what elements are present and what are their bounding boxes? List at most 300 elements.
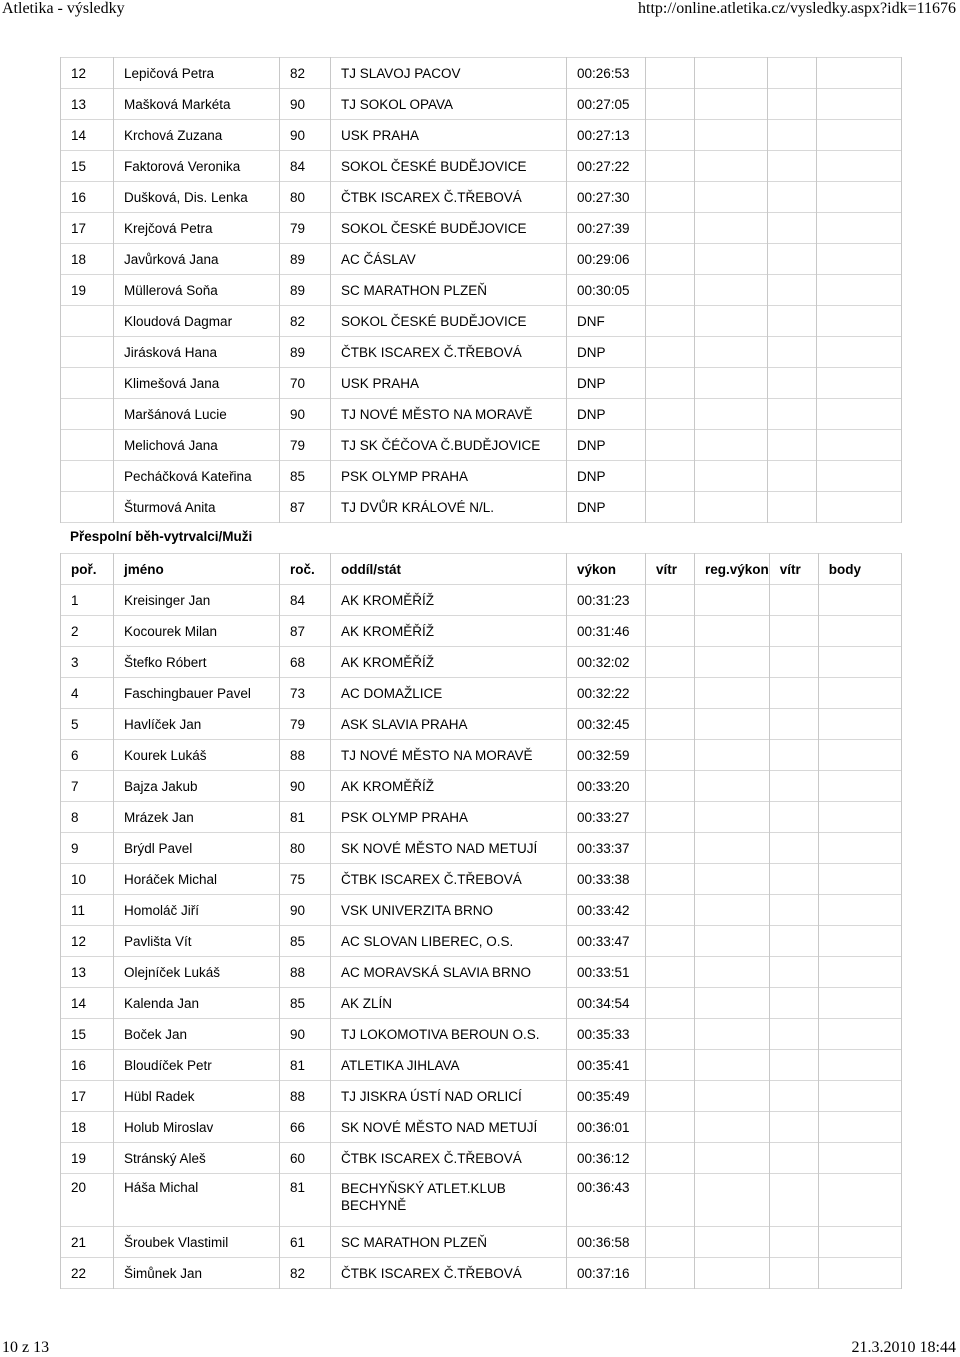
cell-club: ATLETIKA JIHLAVA (331, 1050, 567, 1081)
cell-wind (646, 1112, 695, 1143)
cell-reg-wind (769, 926, 818, 957)
cell-name: Klimešová Jana (114, 368, 280, 399)
cell-name: Bloudíček Petr (114, 1050, 280, 1081)
cell-points (818, 647, 901, 678)
cell-wind (646, 244, 695, 275)
cell-pos: 16 (61, 182, 114, 213)
cell-pos: 2 (61, 616, 114, 647)
table-row (61, 337, 902, 368)
cell-year: 89 (280, 337, 331, 368)
cell-wind (646, 740, 695, 771)
cell-points (818, 585, 901, 616)
cell-points (818, 1258, 901, 1289)
browser-page-title: Atletika - výsledky (2, 0, 125, 17)
cell-points (817, 337, 902, 368)
table-row (61, 1019, 902, 1050)
cell-points (818, 616, 901, 647)
cell-name: Horáček Michal (114, 864, 280, 895)
cell-reg-performance (695, 430, 768, 461)
cell-points (817, 461, 902, 492)
print-page-number: 10 z 13 (2, 1339, 50, 1356)
cell-pos: 7 (61, 771, 114, 802)
cell-performance: 00:27:13 (567, 120, 646, 151)
cell-reg-wind (769, 864, 818, 895)
cell-name: Pavlišta Vít (114, 926, 280, 957)
cell-performance: 00:31:46 (567, 616, 646, 647)
cell-wind (646, 616, 695, 647)
cell-name: Kalenda Jan (114, 988, 280, 1019)
cell-name: Štefko Róbert (114, 647, 280, 678)
cell-club: AK KROMĚŘÍŽ (331, 647, 567, 678)
cell-club: TJ SOKOL OPAVA (331, 89, 567, 120)
cell-points (818, 1143, 901, 1174)
cell-reg-performance (695, 1227, 770, 1258)
cell-reg-performance (695, 120, 768, 151)
header-reg-wind: vítr (769, 554, 818, 585)
cell-performance: 00:37:16 (567, 1258, 646, 1289)
cell-reg-wind (768, 430, 817, 461)
cell-reg-performance (695, 306, 768, 337)
cell-year: 82 (280, 1258, 331, 1289)
cell-year: 79 (280, 213, 331, 244)
cell-reg-wind (769, 740, 818, 771)
cell-year: 88 (280, 1081, 331, 1112)
cell-year: 88 (280, 740, 331, 771)
cell-club: ČTBK ISCAREX Č.TŘEBOVÁ (331, 1143, 567, 1174)
cell-performance: 00:33:51 (567, 957, 646, 988)
cell-performance: DNP (567, 368, 646, 399)
cell-wind (646, 182, 695, 213)
cell-pos: 19 (61, 275, 114, 306)
cell-wind (646, 461, 695, 492)
cell-pos: 18 (61, 1112, 114, 1143)
table-row (61, 1050, 902, 1081)
table-row (61, 833, 902, 864)
cell-year: 90 (280, 89, 331, 120)
cell-performance: 00:32:22 (567, 678, 646, 709)
cell-points (818, 802, 901, 833)
table-row (61, 926, 902, 957)
cell-points (817, 492, 902, 523)
cell-performance: 00:36:12 (567, 1143, 646, 1174)
cell-club: ČTBK ISCAREX Č.TŘEBOVÁ (331, 182, 567, 213)
cell-reg-wind (769, 988, 818, 1019)
cell-reg-performance (695, 1112, 770, 1143)
cell-name: Lepičová Petra (114, 58, 280, 89)
cell-pos: 12 (61, 926, 114, 957)
cell-name: Mrázek Jan (114, 802, 280, 833)
cell-performance: DNP (567, 337, 646, 368)
cell-reg-wind (768, 306, 817, 337)
cell-reg-performance (695, 833, 770, 864)
cell-club: ASK SLAVIA PRAHA (331, 709, 567, 740)
cell-reg-performance (695, 988, 770, 1019)
cell-year: 85 (280, 461, 331, 492)
cell-reg-performance (695, 802, 770, 833)
cell-pos: 18 (61, 244, 114, 275)
print-datetime: 21.3.2010 18:44 (851, 1339, 956, 1356)
table-row (61, 182, 902, 213)
cell-pos: 9 (61, 833, 114, 864)
cell-pos: 14 (61, 988, 114, 1019)
cell-pos: 19 (61, 1143, 114, 1174)
cell-pos: 14 (61, 120, 114, 151)
cell-reg-performance (695, 647, 770, 678)
cell-reg-performance (695, 709, 770, 740)
cell-club: PSK OLYMP PRAHA (331, 802, 567, 833)
cell-performance: 00:26:53 (567, 58, 646, 89)
cell-performance: 00:32:59 (567, 740, 646, 771)
cell-name: Maršánová Lucie (114, 399, 280, 430)
cell-reg-performance (695, 1050, 770, 1081)
cell-performance: 00:34:54 (567, 988, 646, 1019)
table-row (61, 802, 902, 833)
cell-performance: 00:32:45 (567, 709, 646, 740)
cell-reg-wind (769, 802, 818, 833)
cell-wind (646, 1081, 695, 1112)
cell-points (818, 1050, 901, 1081)
cell-points (817, 430, 902, 461)
table-row (61, 616, 902, 647)
cell-reg-wind (769, 616, 818, 647)
cell-points (818, 678, 901, 709)
table-row (61, 647, 902, 678)
cell-club: AK KROMĚŘÍŽ (331, 616, 567, 647)
cell-reg-performance (695, 244, 768, 275)
cell-reg-wind (769, 1227, 818, 1258)
cell-club: ČTBK ISCAREX Č.TŘEBOVÁ (331, 337, 567, 368)
cell-pos: 22 (61, 1258, 114, 1289)
cell-wind (646, 306, 695, 337)
cell-pos (61, 306, 114, 337)
cell-points (818, 771, 901, 802)
cell-name: Kloudová Dagmar (114, 306, 280, 337)
cell-wind (646, 430, 695, 461)
cell-performance: 00:33:42 (567, 895, 646, 926)
cell-club: ČTBK ISCAREX Č.TŘEBOVÁ (331, 864, 567, 895)
cell-name: Melichová Jana (114, 430, 280, 461)
table-row (61, 120, 902, 151)
cell-name: Hübl Radek (114, 1081, 280, 1112)
cell-reg-wind (769, 585, 818, 616)
cell-wind (646, 926, 695, 957)
cell-points (818, 1174, 901, 1227)
cell-club: SOKOL ČESKÉ BUDĚJOVICE (331, 306, 567, 337)
cell-performance: 00:30:05 (567, 275, 646, 306)
cell-reg-wind (769, 771, 818, 802)
cell-points (818, 1227, 901, 1258)
cell-wind (646, 864, 695, 895)
cell-reg-performance (695, 492, 768, 523)
cell-points (818, 1019, 901, 1050)
cell-reg-performance (695, 771, 770, 802)
cell-club: TJ DVŮR KRÁLOVÉ N/L. (331, 492, 567, 523)
cell-year: 82 (280, 58, 331, 89)
cell-reg-performance (695, 182, 768, 213)
browser-page-url[interactable]: http://online.atletika.cz/vysledky.aspx?idk=11676 (638, 0, 956, 17)
cell-performance: DNP (567, 399, 646, 430)
cell-performance: 00:35:49 (567, 1081, 646, 1112)
table-row (61, 1112, 902, 1143)
header-club: oddíl/stát (331, 554, 567, 585)
cell-points (818, 926, 901, 957)
cell-club: USK PRAHA (331, 368, 567, 399)
cell-reg-performance (695, 864, 770, 895)
cell-performance: 00:33:38 (567, 864, 646, 895)
cell-year: 84 (280, 151, 331, 182)
cell-reg-performance (695, 678, 770, 709)
header-year: roč. (280, 554, 331, 585)
cell-name: Olejníček Lukáš (114, 957, 280, 988)
table-row (61, 58, 902, 89)
cell-wind (646, 647, 695, 678)
cell-reg-performance (695, 1143, 770, 1174)
cell-points (818, 1081, 901, 1112)
cell-reg-wind (769, 1143, 818, 1174)
cell-club: AK KROMĚŘÍŽ (331, 771, 567, 802)
cell-name: Havlíček Jan (114, 709, 280, 740)
cell-reg-performance (695, 926, 770, 957)
cell-name: Bajza Jakub (114, 771, 280, 802)
cell-wind (646, 833, 695, 864)
cell-club: TJ SK ČÉČOVA Č.BUDĚJOVICE (331, 430, 567, 461)
cell-reg-performance (695, 1174, 770, 1227)
cell-reg-performance (695, 1019, 770, 1050)
cell-wind (646, 709, 695, 740)
cell-wind (646, 151, 695, 182)
cell-reg-wind (769, 1112, 818, 1143)
cell-wind (646, 585, 695, 616)
cell-year: 70 (280, 368, 331, 399)
cell-year: 87 (280, 492, 331, 523)
cell-pos: 17 (61, 1081, 114, 1112)
cell-name: Krejčová Petra (114, 213, 280, 244)
cell-pos: 4 (61, 678, 114, 709)
cell-performance: DNP (567, 461, 646, 492)
men-results-table (60, 553, 902, 1289)
cell-points (817, 182, 902, 213)
cell-performance: DNP (567, 430, 646, 461)
cell-name: Homoláč Jiří (114, 895, 280, 926)
cell-pos (61, 399, 114, 430)
cell-wind (646, 492, 695, 523)
women-results-table (60, 57, 902, 523)
cell-points (818, 864, 901, 895)
cell-wind (646, 1050, 695, 1081)
cell-name: Kourek Lukáš (114, 740, 280, 771)
cell-club: AK KROMĚŘÍŽ (331, 585, 567, 616)
table-row (61, 213, 902, 244)
cell-reg-wind (769, 1174, 818, 1227)
cell-reg-performance (695, 1258, 770, 1289)
cell-reg-performance (695, 399, 768, 430)
table-row (61, 275, 902, 306)
cell-club: AK ZLÍN (331, 988, 567, 1019)
cell-reg-wind (769, 709, 818, 740)
cell-points (817, 368, 902, 399)
cell-pos: 17 (61, 213, 114, 244)
cell-year: 81 (280, 1174, 331, 1227)
cell-wind (646, 89, 695, 120)
cell-reg-performance (695, 151, 768, 182)
cell-performance: 00:35:41 (567, 1050, 646, 1081)
cell-points (818, 1112, 901, 1143)
cell-points (817, 151, 902, 182)
cell-points (818, 957, 901, 988)
cell-reg-wind (768, 151, 817, 182)
cell-wind (646, 275, 695, 306)
cell-year: 73 (280, 678, 331, 709)
cell-reg-wind (769, 957, 818, 988)
cell-year: 61 (280, 1227, 331, 1258)
cell-year: 82 (280, 306, 331, 337)
cell-year: 81 (280, 802, 331, 833)
cell-year: 79 (280, 709, 331, 740)
cell-club: TJ NOVÉ MĚSTO NA MORAVĚ (331, 740, 567, 771)
table-row (61, 709, 902, 740)
table-header-row (61, 554, 902, 585)
cell-pos: 15 (61, 151, 114, 182)
cell-wind (646, 1258, 695, 1289)
section-title-men: Přespolní běh-vytrvalci/Muži (70, 529, 253, 544)
cell-pos: 13 (61, 89, 114, 120)
cell-reg-performance (695, 895, 770, 926)
cell-name: Šimůnek Jan (114, 1258, 280, 1289)
header-name: jméno (114, 554, 280, 585)
cell-pos: 12 (61, 58, 114, 89)
cell-reg-wind (769, 895, 818, 926)
cell-club: SC MARATHON PLZEŇ (331, 1227, 567, 1258)
cell-points (818, 895, 901, 926)
cell-reg-performance (695, 337, 768, 368)
cell-year: 90 (280, 120, 331, 151)
cell-pos: 6 (61, 740, 114, 771)
table-row (61, 430, 902, 461)
cell-performance: 00:35:33 (567, 1019, 646, 1050)
cell-reg-wind (768, 461, 817, 492)
cell-club: VSK UNIVERZITA BRNO (331, 895, 567, 926)
cell-club: AC DOMAŽLICE (331, 678, 567, 709)
cell-club: TJ LOKOMOTIVA BEROUN O.S. (331, 1019, 567, 1050)
cell-name: Stránský Aleš (114, 1143, 280, 1174)
cell-name: Dušková, Dis. Lenka (114, 182, 280, 213)
cell-reg-performance (695, 957, 770, 988)
cell-name: Holub Miroslav (114, 1112, 280, 1143)
cell-performance: 00:27:30 (567, 182, 646, 213)
cell-name: Kocourek Milan (114, 616, 280, 647)
cell-performance: 00:33:20 (567, 771, 646, 802)
cell-reg-performance (695, 585, 770, 616)
cell-performance: 00:27:05 (567, 89, 646, 120)
cell-name: Kreisinger Jan (114, 585, 280, 616)
cell-pos: 15 (61, 1019, 114, 1050)
table-row (61, 771, 902, 802)
cell-club: AC ČÁSLAV (331, 244, 567, 275)
cell-wind (646, 895, 695, 926)
header-wind: vítr (646, 554, 695, 585)
cell-pos (61, 430, 114, 461)
cell-year: 90 (280, 1019, 331, 1050)
cell-name: Boček Jan (114, 1019, 280, 1050)
cell-wind (646, 678, 695, 709)
cell-reg-wind (768, 368, 817, 399)
cell-year: 66 (280, 1112, 331, 1143)
table-row (61, 461, 902, 492)
cell-pos: 16 (61, 1050, 114, 1081)
table-row (61, 1227, 902, 1258)
cell-reg-performance (695, 461, 768, 492)
cell-year: 88 (280, 957, 331, 988)
cell-wind (646, 1143, 695, 1174)
cell-performance: 00:33:27 (567, 802, 646, 833)
cell-wind (646, 58, 695, 89)
cell-performance: 00:33:47 (567, 926, 646, 957)
table-row (61, 1258, 902, 1289)
cell-reg-wind (768, 89, 817, 120)
cell-club: SK NOVÉ MĚSTO NAD METUJÍ (331, 1112, 567, 1143)
table-row (61, 244, 902, 275)
cell-club: ČTBK ISCAREX Č.TŘEBOVÁ (331, 1258, 567, 1289)
cell-club: USK PRAHA (331, 120, 567, 151)
cell-year: 89 (280, 275, 331, 306)
cell-points (818, 740, 901, 771)
cell-reg-performance (695, 58, 768, 89)
cell-reg-wind (769, 1019, 818, 1050)
cell-pos (61, 337, 114, 368)
cell-points (817, 213, 902, 244)
header-points: body (818, 554, 901, 585)
table-row (61, 1081, 902, 1112)
cell-club: SOKOL ČESKÉ BUDĚJOVICE (331, 151, 567, 182)
cell-performance: 00:32:02 (567, 647, 646, 678)
cell-reg-wind (768, 213, 817, 244)
cell-wind (646, 337, 695, 368)
cell-points (817, 399, 902, 430)
cell-name: Mašková Markéta (114, 89, 280, 120)
cell-year: 90 (280, 895, 331, 926)
cell-wind (646, 399, 695, 430)
cell-wind (646, 213, 695, 244)
cell-name: Faktorová Veronika (114, 151, 280, 182)
table-row (61, 864, 902, 895)
cell-club: TJ SLAVOJ PACOV (331, 58, 567, 89)
cell-pos: 3 (61, 647, 114, 678)
cell-performance: 00:27:22 (567, 151, 646, 182)
cell-wind (646, 771, 695, 802)
cell-name: Brýdl Pavel (114, 833, 280, 864)
cell-wind (646, 120, 695, 151)
cell-reg-wind (768, 182, 817, 213)
cell-pos: 11 (61, 895, 114, 926)
cell-points (818, 709, 901, 740)
cell-name: Javůrková Jana (114, 244, 280, 275)
cell-club: AC SLOVAN LIBEREC, O.S. (331, 926, 567, 957)
table-row (61, 957, 902, 988)
cell-club: BECHYŇSKÝ ATLET.KLUB BECHYNĚ (331, 1174, 567, 1227)
cell-points (817, 275, 902, 306)
cell-wind (646, 957, 695, 988)
cell-reg-performance (695, 89, 768, 120)
cell-year: 79 (280, 430, 331, 461)
cell-reg-performance (695, 368, 768, 399)
cell-name: Pecháčková Kateřina (114, 461, 280, 492)
cell-pos: 13 (61, 957, 114, 988)
cell-club: AC MORAVSKÁ SLAVIA BRNO (331, 957, 567, 988)
cell-club: TJ JISKRA ÚSTÍ NAD ORLICÍ (331, 1081, 567, 1112)
cell-club: SOKOL ČESKÉ BUDĚJOVICE (331, 213, 567, 244)
cell-year: 75 (280, 864, 331, 895)
cell-pos: 8 (61, 802, 114, 833)
